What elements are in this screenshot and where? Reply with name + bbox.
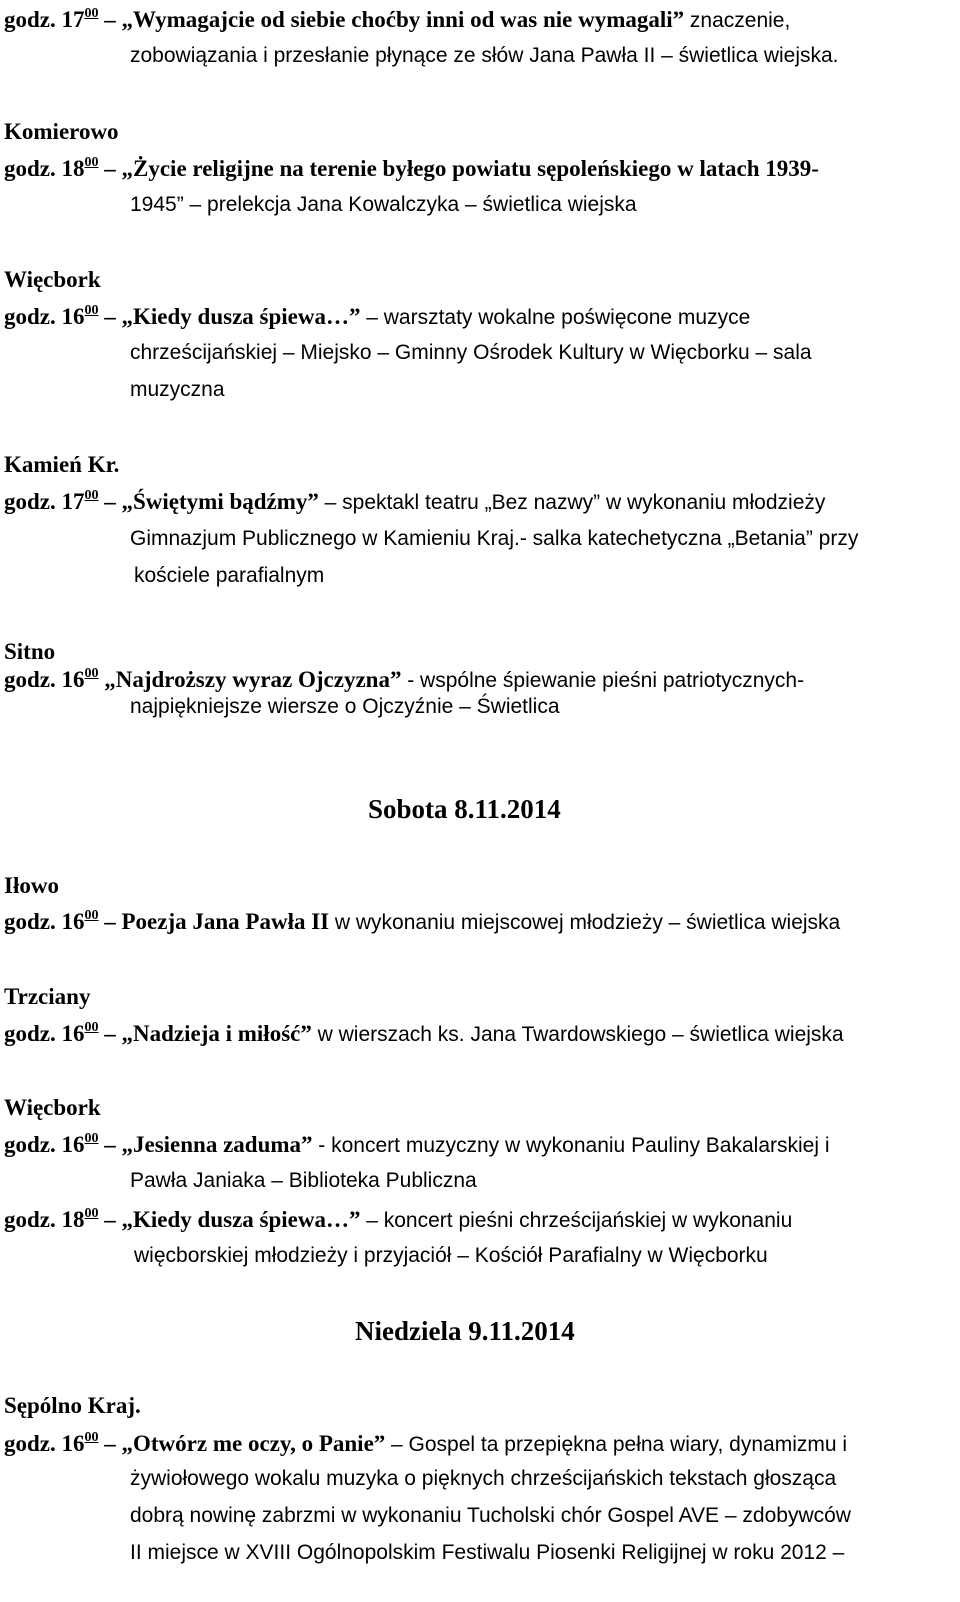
event-line: godz. $17^{00}$ – „Świętymi bądźmy” – spektakl teatru „Bez nazwy” w wykonaniu młodzieży bbox=[4, 488, 826, 514]
event-line: godz. $16^{00}$ „Najdroższy wyraz Ojczyzna” - wspólne śpiewanie pieśni patriotycznych- bbox=[4, 666, 805, 692]
location-heading: Trzciany bbox=[4, 984, 91, 1009]
event-line: godz. $17^{00}$ – „Wymagajcie od siebie choćby inni od was nie wymagali” znaczenie, bbox=[4, 6, 791, 32]
event-continuation: zobowiązania i przesłanie płynące ze słów Jana Pawła II – świetlica wiejska. bbox=[130, 44, 839, 67]
event-line: godz. $16^{00}$ – „Kiedy dusza śpiewa…” – warsztaty wokalne poświęcone muzyce bbox=[4, 303, 751, 329]
location-heading: Więcbork bbox=[4, 1095, 101, 1120]
event-line: godz. $16^{00}$ – Poezja Jana Pawła II w wykonaniu miejscowej młodzieży – świetlica wiejska bbox=[4, 908, 841, 934]
location-heading: Kamień Kr. bbox=[4, 452, 120, 477]
event-continuation: Pawła Janiaka – Biblioteka Publiczna bbox=[130, 1169, 477, 1192]
event-line: godz. $18^{00}$ – „Życie religijne na terenie byłego powiatu sępoleńskiego w latach 1939- bbox=[4, 155, 819, 181]
location-heading: Sitno bbox=[4, 639, 56, 664]
event-continuation: 1945” – prelekcja Jana Kowalczyka – świetlica wiejska bbox=[130, 193, 637, 216]
event-line: godz. $16^{00}$ – „Otwórz me oczy, o Panie” – Gospel ta przepiękna pełna wiary, dynamizmu i bbox=[4, 1430, 848, 1456]
event-continuation: Gimnazjum Publicznego w Kamieniu Kraj.- salka katechetyczna „Betania” przy bbox=[130, 527, 859, 550]
event-continuation: II miejsce w XVIII Ogólnopolskim Festiwalu Piosenki Religijnej w roku 2012 – bbox=[130, 1541, 845, 1564]
event-continuation: chrześcijańskiej – Miejsko – Gminny Ośrodek Kultury w Więcborku – sala bbox=[130, 341, 812, 364]
event-line: godz. $16^{00}$ – „Jesienna zaduma” - koncert muzyczny w wykonaniu Pauliny Bakalarskiej i bbox=[4, 1131, 830, 1157]
event-continuation: kościele parafialnym bbox=[134, 564, 325, 587]
location-heading: Więcbork bbox=[4, 267, 101, 292]
event-line: godz. $16^{00}$ – „Nadzieja i miłość” w wierszach ks. Jana Twardowskiego – świetlica wiejska bbox=[4, 1020, 844, 1046]
event-continuation: najpiękniejsze wiersze o Ojczyźnie – Świetlica bbox=[130, 695, 560, 718]
event-continuation: więcborskiej młodzieży i przyjaciół – Kościół Parafialny w Więcborku bbox=[134, 1244, 768, 1267]
event-line: godz. $18^{00}$ – „Kiedy dusza śpiewa…” – koncert pieśni chrześcijańskiej w wykonaniu bbox=[4, 1206, 793, 1232]
event-continuation: muzyczna bbox=[130, 378, 225, 401]
location-heading: Komierowo bbox=[4, 119, 119, 144]
location-heading: Sępólno Kraj. bbox=[4, 1393, 141, 1418]
event-continuation: żywiołowego wokalu muzyka o pięknych chrześcijańskich tekstach głosząca bbox=[130, 1467, 837, 1490]
event-continuation: dobrą nowinę zabrzmi w wykonaniu Tucholski chór Gospel AVE – zdobywców bbox=[130, 1504, 851, 1527]
location-heading: Iłowo bbox=[4, 873, 59, 898]
day-heading: Niedziela 9.11.2014 bbox=[355, 1316, 575, 1346]
day-heading: Sobota 8.11.2014 bbox=[368, 794, 561, 824]
